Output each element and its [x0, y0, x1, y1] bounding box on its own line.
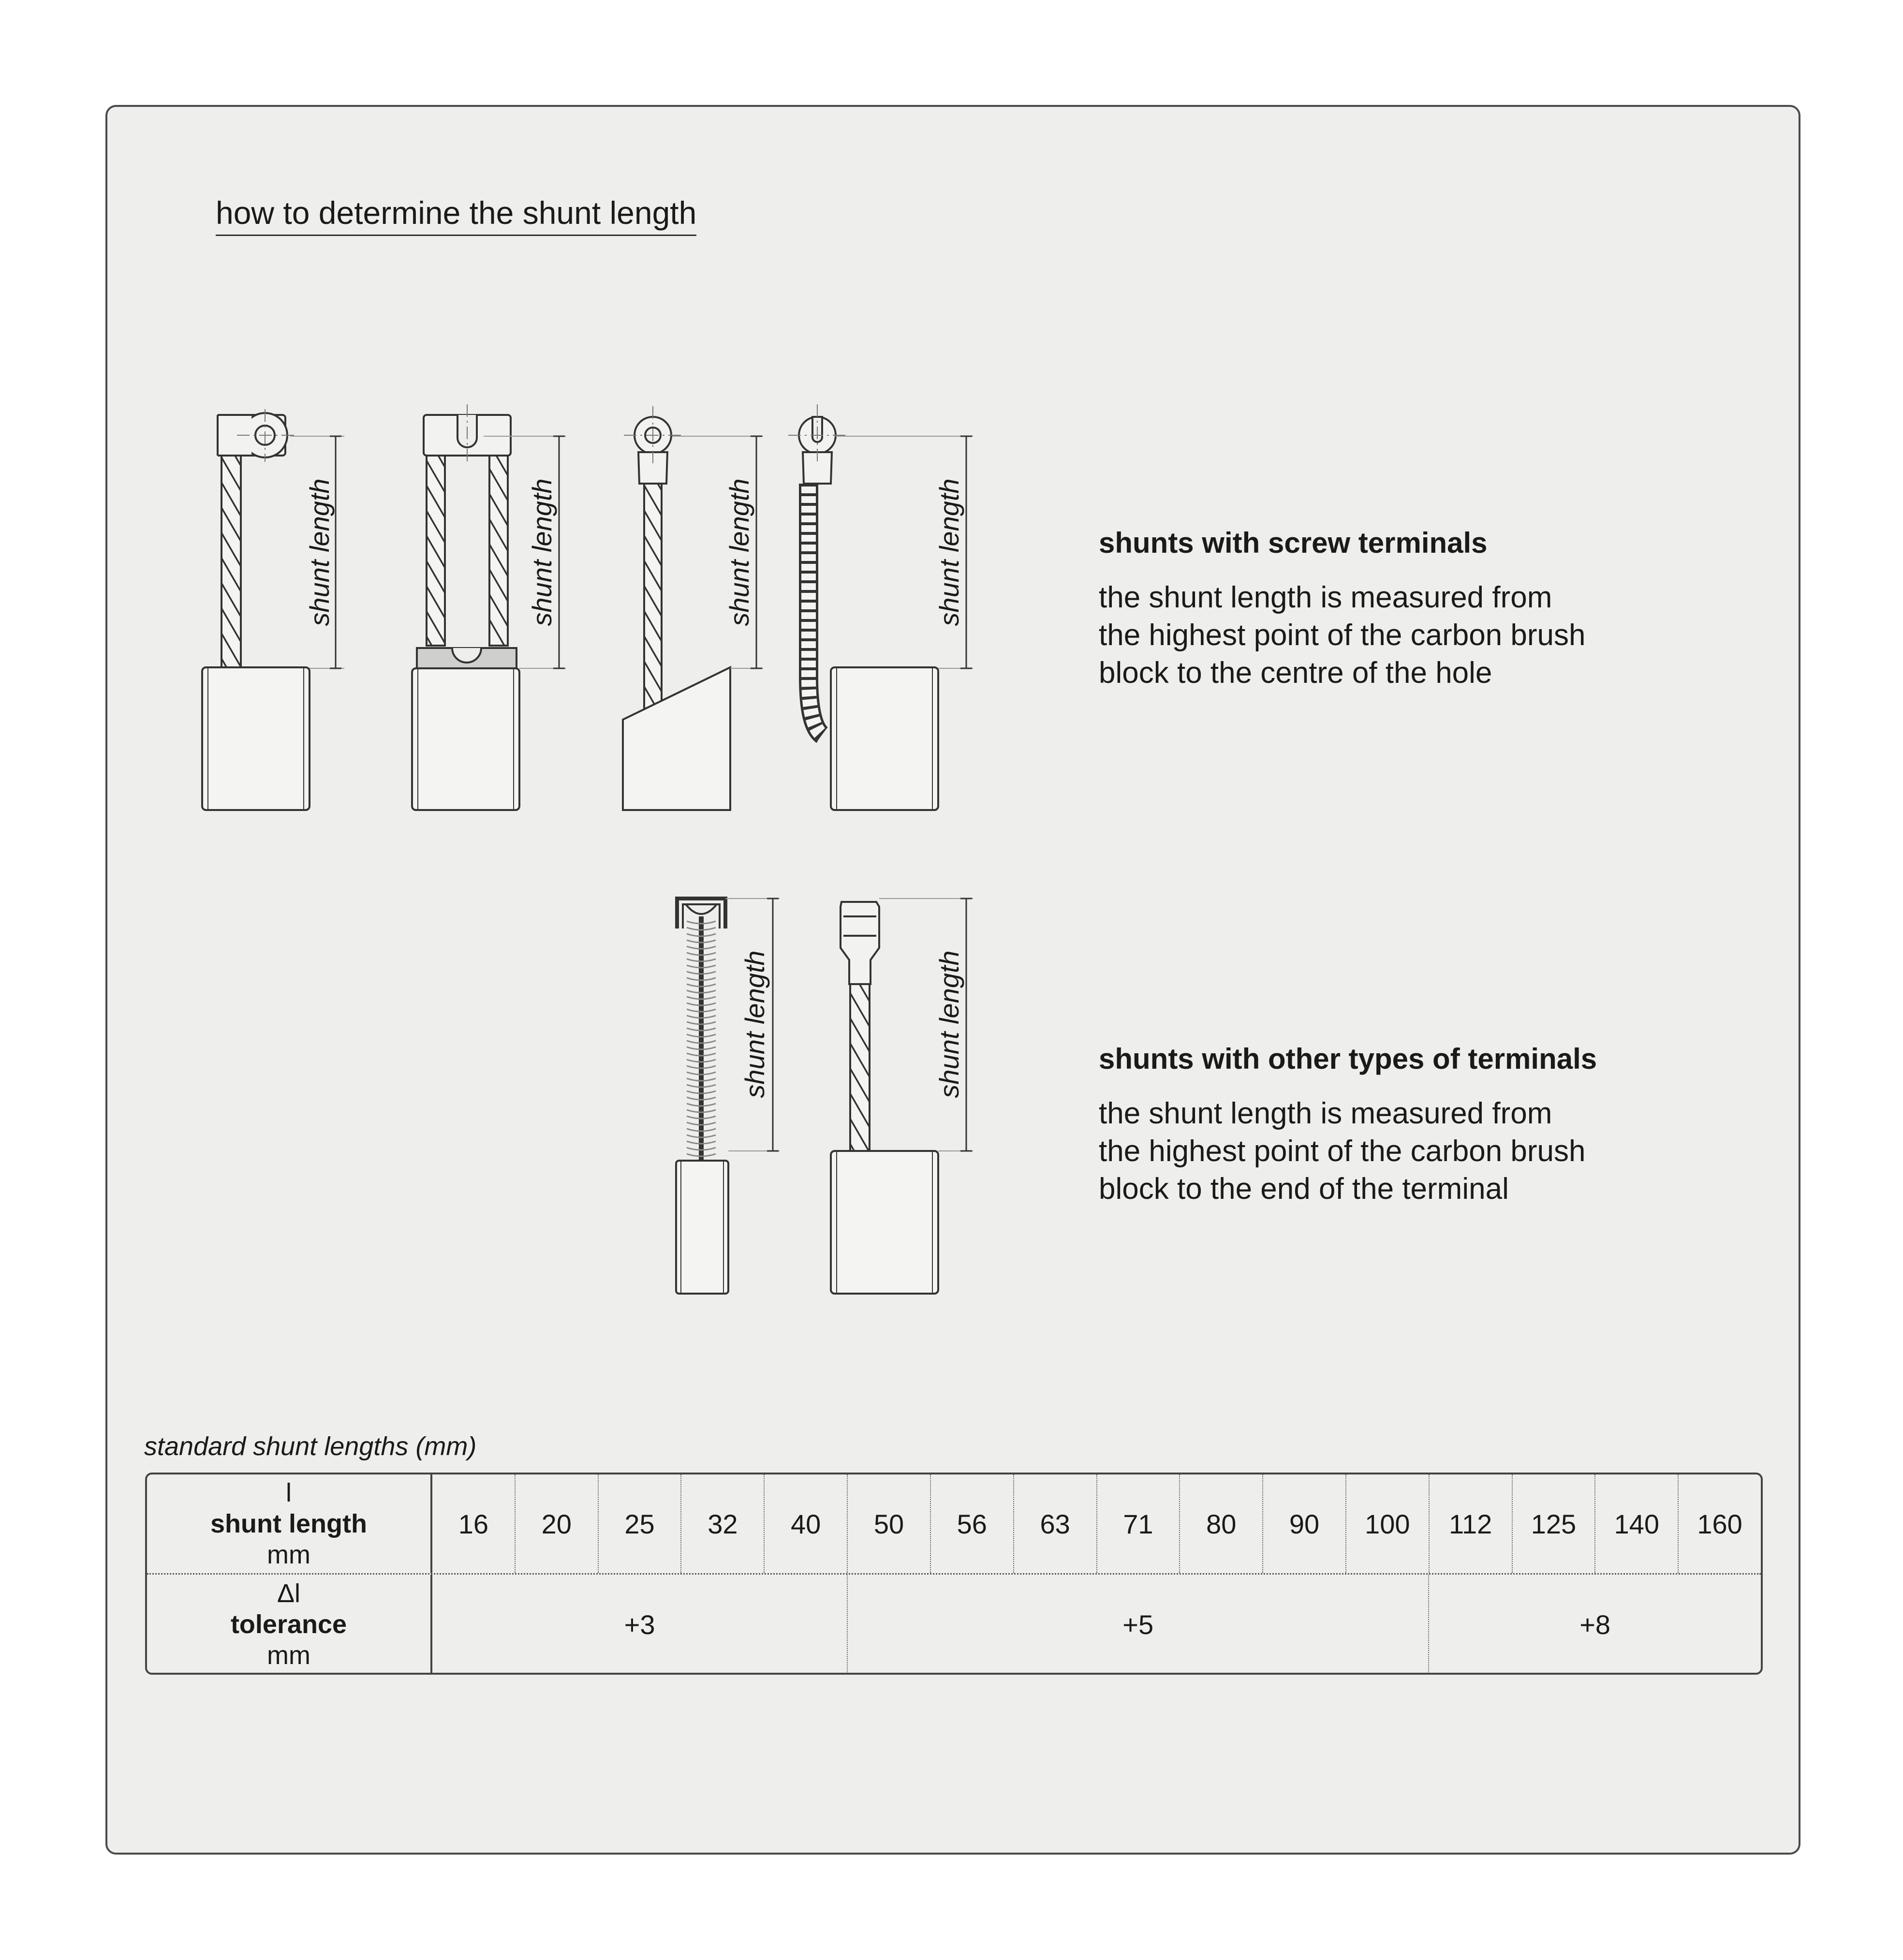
- brush-ring-lug: [623, 417, 730, 810]
- row-header-length: [147, 1474, 432, 1573]
- row-header-tolerance: [147, 1575, 432, 1674]
- length-cell: 63: [1014, 1474, 1097, 1573]
- header-unit-length: mm: [267, 1540, 310, 1569]
- section-heading-other: shunts with other types of terminals: [1099, 1043, 1597, 1075]
- dimension-label: shunt length: [739, 950, 770, 1098]
- tolerance-cell: +3: [432, 1575, 848, 1674]
- tolerance-values: [432, 1575, 1761, 1674]
- length-values: [432, 1474, 1761, 1573]
- length-cell: 112: [1430, 1474, 1513, 1573]
- text-line: the shunt length is measured from: [1099, 1097, 1552, 1130]
- text-line: the highest point of the carbon brush: [1099, 619, 1586, 652]
- length-cell: 160: [1697, 1508, 1742, 1539]
- length-cell: 32: [681, 1474, 765, 1573]
- text-line: the shunt length is measured from: [1099, 581, 1552, 614]
- section-text-screw: [1099, 579, 1585, 692]
- symbol-length: l: [286, 1478, 292, 1507]
- symbol-tolerance: Δl: [277, 1579, 301, 1608]
- header-unit-tolerance: mm: [267, 1641, 310, 1670]
- table-row-length: [147, 1474, 1761, 1573]
- brush-plug-terminal: [831, 902, 938, 1294]
- text-line: block to the centre of the hole: [1099, 656, 1492, 690]
- brush-fork-lug: [799, 417, 938, 810]
- text-line: the highest point of the carbon brush: [1099, 1135, 1586, 1168]
- header-name-tolerance: tolerance: [230, 1610, 347, 1639]
- page-title: how to determine the shunt length: [216, 191, 696, 236]
- dimension-label: shunt length: [724, 478, 754, 626]
- brush-screw-block: [202, 413, 310, 810]
- table-row-tolerance: [147, 1573, 1761, 1674]
- length-cell: 140: [1595, 1474, 1679, 1573]
- length-cell: 56: [931, 1474, 1014, 1573]
- dimension-label: shunt length: [527, 478, 557, 626]
- brush-spring-terminal: [676, 899, 728, 1294]
- length-cell: 25: [599, 1474, 682, 1573]
- length-cell: 100: [1346, 1474, 1430, 1573]
- dimension-label: shunt length: [934, 950, 964, 1098]
- dimension-label: shunt length: [304, 478, 335, 626]
- header-name-length: shunt length: [210, 1509, 367, 1538]
- length-cell: 71: [1097, 1474, 1180, 1573]
- section-text-other: [1099, 1095, 1585, 1208]
- length-cell: 20: [516, 1474, 599, 1573]
- shunt-length-table: [145, 1473, 1763, 1675]
- text-line: block to the end of the terminal: [1099, 1172, 1509, 1206]
- length-cell: 40: [765, 1474, 848, 1573]
- section-heading-screw: shunts with screw terminals: [1099, 527, 1488, 559]
- tolerance-cell: +8: [1579, 1609, 1611, 1640]
- dimension-label: shunt length: [934, 478, 964, 626]
- tolerance-cell: +5: [848, 1575, 1429, 1674]
- length-cell: 125: [1513, 1474, 1596, 1573]
- length-cell: 90: [1263, 1474, 1346, 1573]
- brush-double-shunt: [412, 415, 519, 810]
- table-caption: standard shunt lengths (mm): [144, 1432, 477, 1461]
- length-cell: 80: [1180, 1474, 1263, 1573]
- length-cell: 50: [848, 1474, 931, 1573]
- length-cell: 16: [432, 1474, 516, 1573]
